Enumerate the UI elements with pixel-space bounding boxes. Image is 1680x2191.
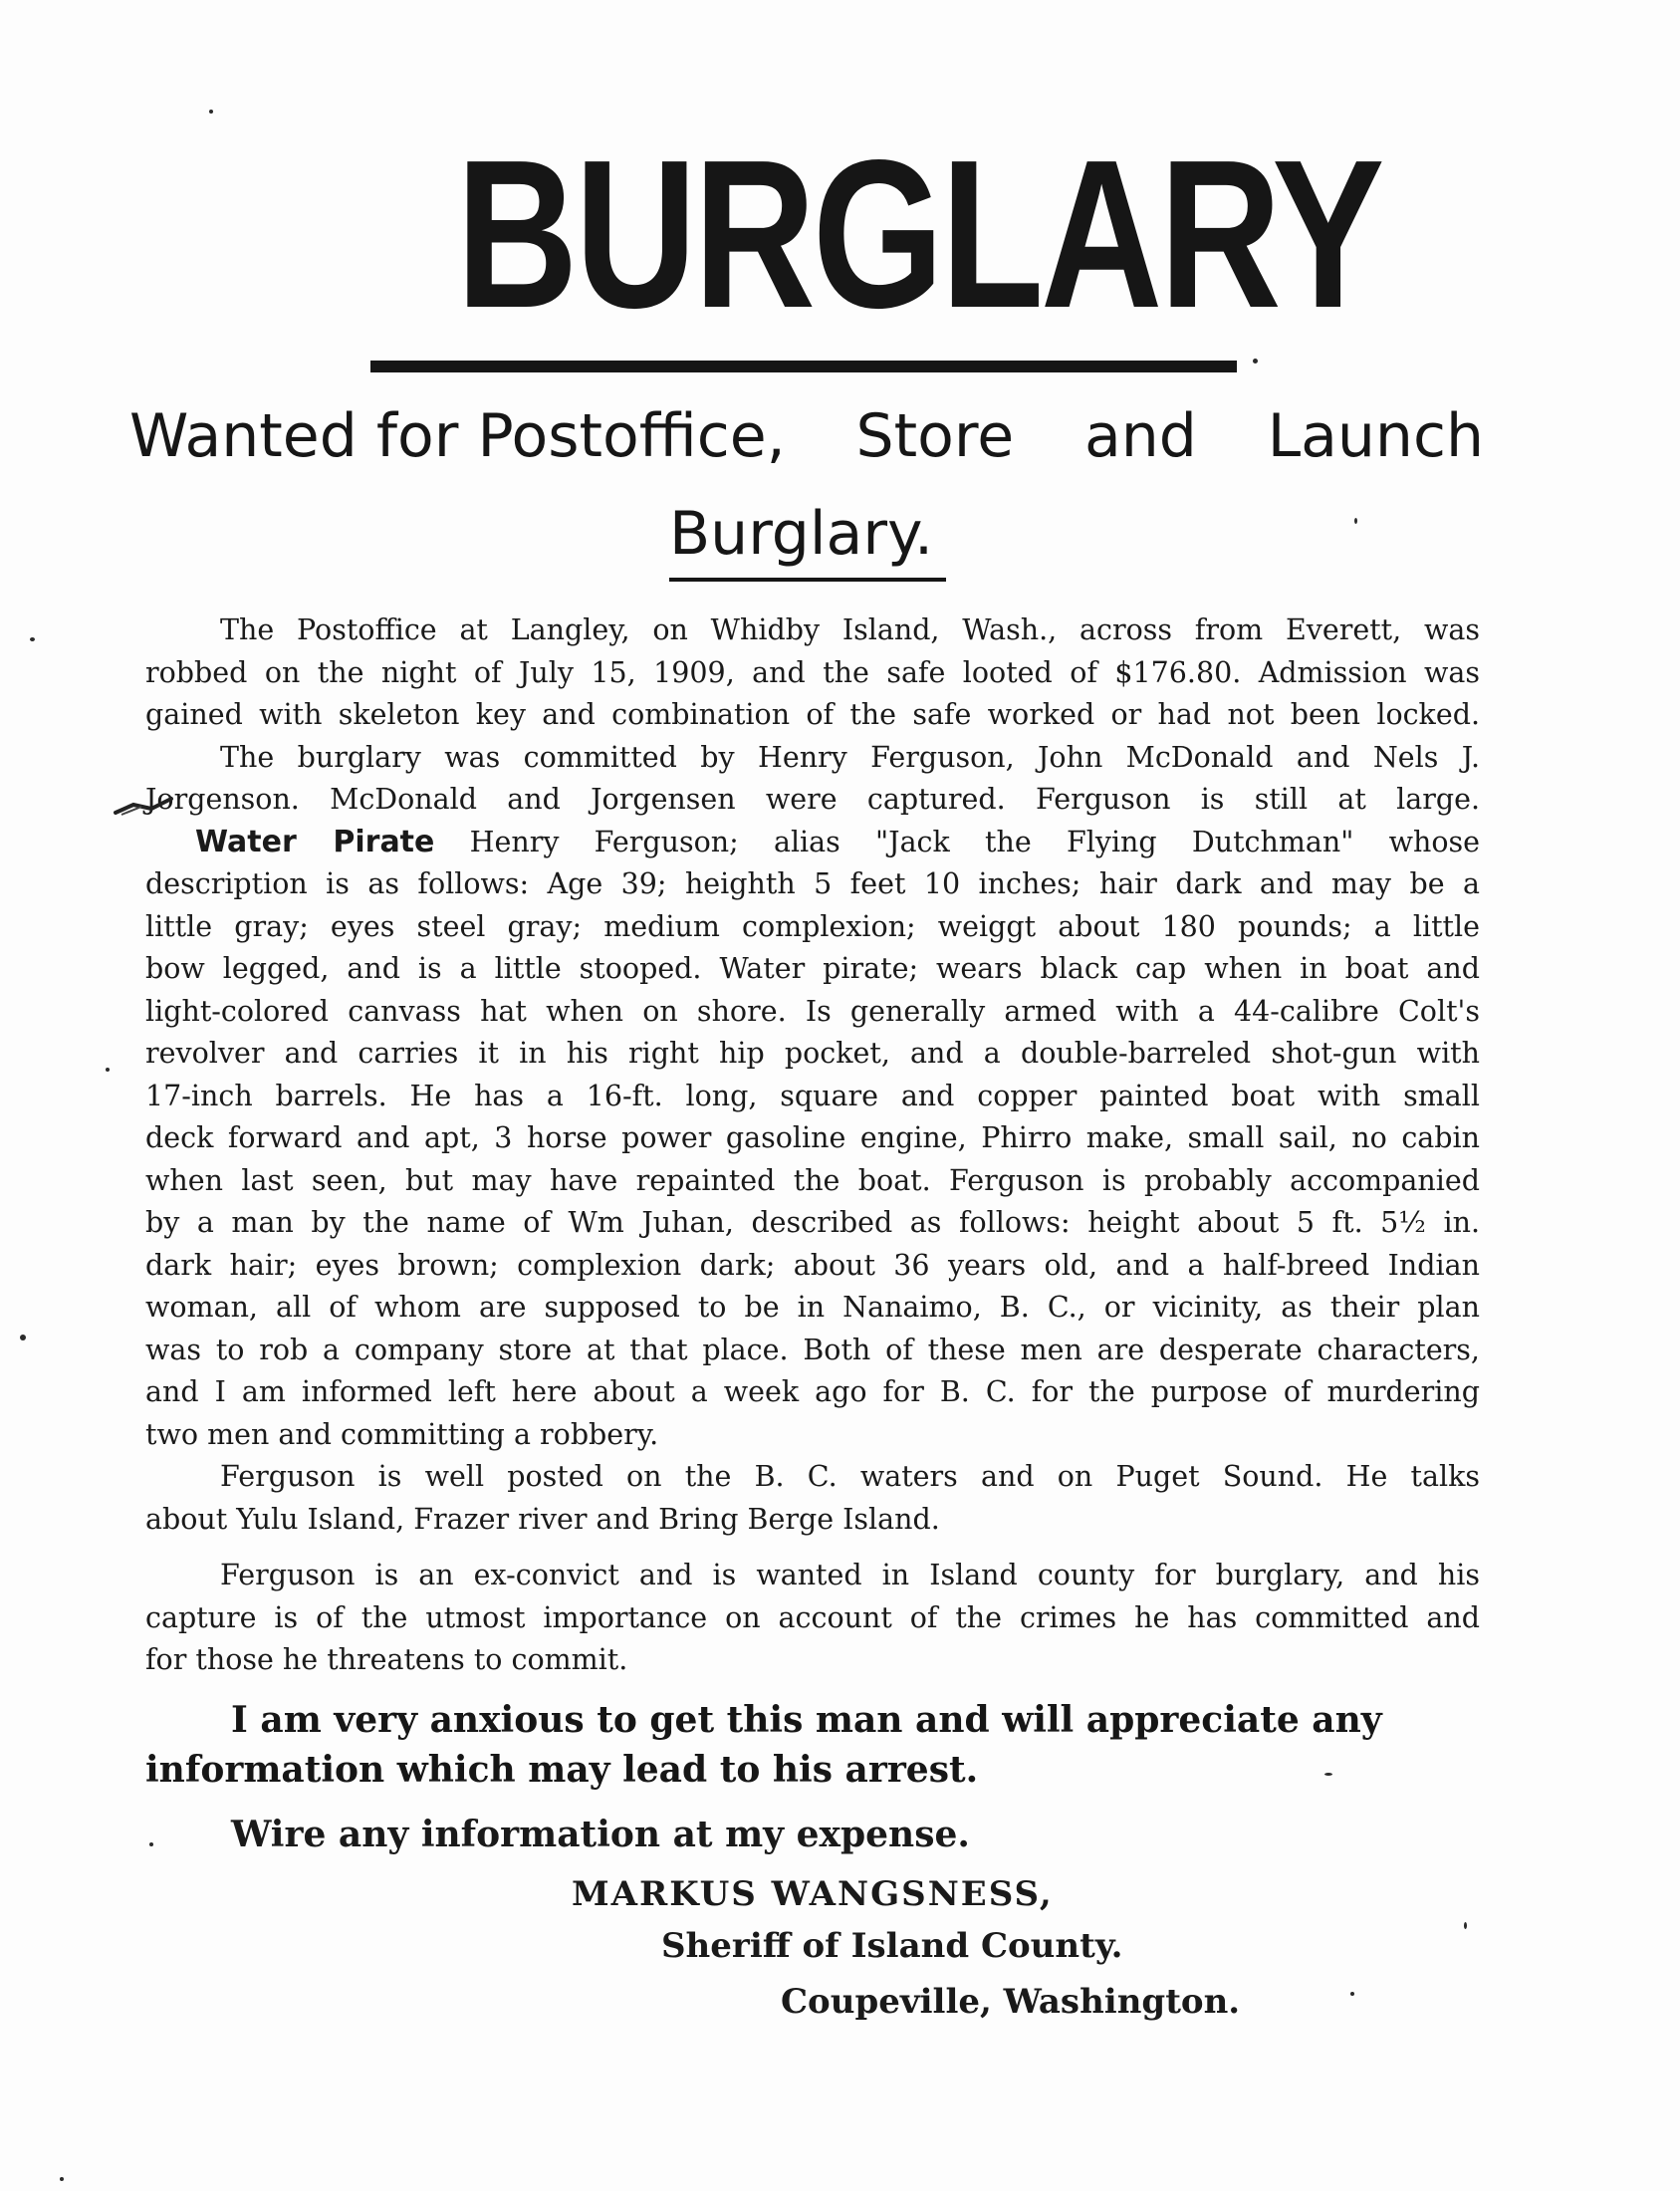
print-speck <box>1354 518 1357 524</box>
subhead-word: Store <box>855 401 1015 471</box>
headline-underline <box>370 361 1237 372</box>
body-line: about Yulu Island, Frazer river and Bring Berge Island. <box>145 1502 940 1536</box>
subhead-line-2: Burglary. <box>669 499 934 569</box>
ink-smudge <box>112 793 181 819</box>
headline: BURGLARY <box>456 116 1382 352</box>
body-line: bow legged, and is a little stooped. Water pirate; wears black cap when in boat and <box>145 952 1480 985</box>
body-line: capture is of the utmost importance on account of the crimes he has committed and <box>145 1600 1480 1634</box>
body-line: was to rob a company store at that place. Both of these men are desperate characters, <box>145 1333 1480 1366</box>
body-line: Ferguson is well posted on the B. C. waters and on Puget Sound. He talks <box>220 1460 1480 1493</box>
body-line-text: Henry Ferguson; alias "Jack the Flying Dutchman" whose <box>469 825 1480 858</box>
body-line: little gray; eyes steel gray; medium complexion; weiggt about 180 pounds; a little <box>145 909 1480 943</box>
body-text <box>145 609 1480 1682</box>
body-line: two men and committing a robbery. <box>145 1417 659 1451</box>
body-line: The burglary was committed by Henry Ferguson, John McDonald and Nels J. <box>220 740 1480 774</box>
appeal <box>145 1695 1480 1795</box>
body-line: when last seen, but may have repainted the boat. Ferguson is probably accompanied <box>145 1163 1480 1197</box>
subhead-underline <box>669 578 946 582</box>
body-line: by a man by the name of Wm Juhan, described as follows: height about 5 ft. 5½ in. <box>145 1206 1480 1239</box>
body-line: and I am informed left here about a week ago for B. C. for the purpose of murdering <box>145 1375 1480 1408</box>
subhead-line-1 <box>129 400 1484 472</box>
body-line: deck forward and apt, 3 horse power gasoline engine, Phirro make, small sail, no cabin <box>145 1121 1480 1154</box>
body-line: Jorgenson. McDonald and Jorgensen were captured. Ferguson is still at large. <box>145 783 1480 816</box>
body-line: woman, all of whom are supposed to be in Nanaimo, B. C., or vicinity, as their plan <box>145 1291 1480 1324</box>
body-line: dark hair; eyes brown; complexion dark; about 36 years old, and a half-breed Indian <box>145 1248 1480 1282</box>
body-line: robbed on the night of July 15, 1909, and the safe looted of $176.80. Admission was <box>145 655 1480 689</box>
body-line: 17-inch barrels. He has a 16-ft. long, square and copper painted boat with small <box>145 1079 1480 1112</box>
body-line: gained with skeleton key and combination of the safe worked or had not been locked. <box>145 698 1480 731</box>
print-speck <box>209 110 213 114</box>
body-line: The Postoffice at Langley, on Whidby Island, Wash., across from Everett, was <box>220 613 1480 646</box>
body-line: revolver and carries it in his right hip pocket, and a double-barreled shot-gun with <box>145 1037 1480 1070</box>
body-line: description is as follows: Age 39; heighth 5 feet 10 inches; hair dark and may be a <box>145 867 1480 900</box>
signature-name: MARKUS WANGSNESS, <box>572 1874 1054 1914</box>
body-line: Ferguson is an ex-convict and is wanted in Island county for burglary, and his <box>220 1559 1480 1591</box>
body-line: for those he threatens to commit. <box>145 1643 628 1676</box>
print-speck <box>149 1842 153 1846</box>
print-speck <box>1464 1922 1467 1929</box>
signature-place: Coupeville, Washington. <box>781 1982 1241 2022</box>
signature-title: Sheriff of Island County. <box>661 1926 1123 1966</box>
subhead-word: Wanted for Postoffice, <box>129 401 786 471</box>
print-speck <box>1253 359 1258 364</box>
body-line <box>145 822 1480 864</box>
subhead-word: Launch <box>1267 401 1484 471</box>
print-speck <box>20 1335 26 1340</box>
print-speck <box>106 1068 110 1072</box>
print-speck <box>60 2177 64 2181</box>
print-speck <box>1350 1992 1354 1996</box>
print-speck <box>30 637 35 641</box>
appeal-line: information which may lead to his arrest. <box>145 1749 979 1791</box>
body-line: light-colored canvass hat when on shore. Is generally armed with a 44-calibre Colt's <box>145 994 1480 1028</box>
wire-line: Wire any information at my expense. <box>231 1814 970 1855</box>
appeal-line: I am very anxious to get this man and will appreciate any <box>231 1699 1382 1741</box>
water-pirate-lead: Water Pirate <box>195 824 435 859</box>
subhead-word: and <box>1083 401 1197 471</box>
print-speck <box>1324 1773 1332 1776</box>
